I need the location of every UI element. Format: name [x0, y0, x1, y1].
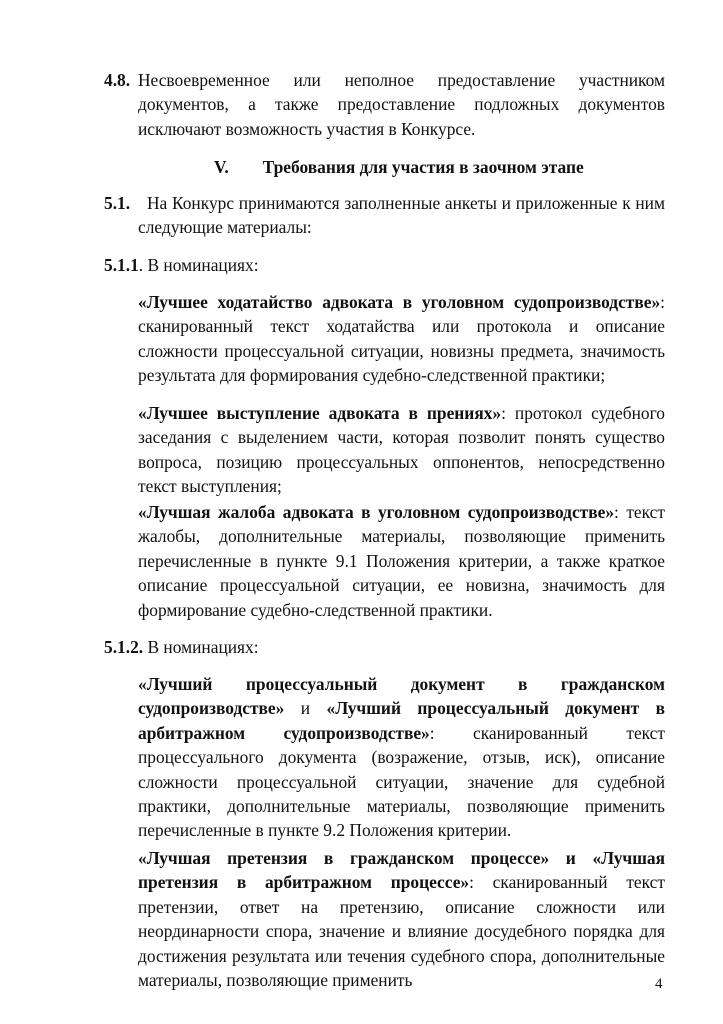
clause-4-8-text	[138, 68, 665, 141]
page-number: 4	[655, 976, 663, 992]
nomination-description: : сканированный текст претензии, ответ на претензию, описание сложности или неординарности спора, значение и влияние досудебного порядка для достижения результата или течения судебного спора, дополнительные материалы, позволяющие применить	[138, 872, 665, 991]
nomination-description: : сканированный текст процессуального документа (возражение, отзыв, иск), описание сложности процессуальной ситуации, значение для судебной практики, дополнительные материалы, позволяющие применить перечисленные в пункте 9.2 Положения критерии.	[138, 722, 665, 841]
nomination-title-arbitration: «Лучшая претензия в арбитражном процессе»	[138, 848, 665, 893]
nomination-protsessualny-dokument	[138, 672, 665, 843]
clause-number-5-1-1: 5.1.1	[104, 255, 139, 275]
nomination-title-arbitration: «Лучший процессуальный документ в арбитражном судопроизводстве»	[138, 698, 665, 743]
clause-5-1-2-body: В номинациях:	[143, 637, 259, 657]
nomination-description: : протокол судебного заседания с выделением части, которая позволит понять существо вопроса, позицию процессуальных оппонентов, непосредственно текст выступления;	[138, 403, 665, 497]
clause-5-1-text	[138, 191, 665, 240]
section-numeral: V.	[214, 157, 229, 177]
nomination-title: «Лучшее выступление адвоката в прениях»	[138, 403, 502, 423]
clause-5-1-body: На Конкурс принимаются заполненные анкеты и приложенные к ним следующие материалы:	[138, 193, 665, 238]
clause-5-1-1	[104, 253, 664, 277]
nomination-description: : сканированный текст ходатайства или протокола и описание сложности процессуальной ситуации, новизны предмета, значимость результата для формирования судебно-следственной практики;	[138, 292, 665, 386]
nomination-title-civil: «Лучший процессуальный документ в гражданском судопроизводстве»	[138, 674, 665, 719]
nomination-vystuplenie	[138, 401, 665, 499]
nomination-ukhodataystvo	[138, 290, 665, 388]
clause-number-4-8: 4.8.	[104, 70, 131, 90]
nomination-title: «Лучшее ходатайство адвоката в уголовном судопроизводстве»	[138, 292, 661, 312]
nomination-title: «Лучшая жалоба адвоката в уголовном судопроизводстве»	[138, 502, 615, 522]
nomination-description: : текст жалобы, дополнительные материалы, позволяющие применить перечисленные в пункте 9.1 Положения критерии, а также краткое описание процессуальной ситуации, ее новизна, значимость для формирование судебно-следственной практики.	[138, 502, 665, 620]
nomination-pretenziya	[138, 846, 665, 992]
section-title: Требования для участия в заочном этапе	[262, 157, 584, 177]
clause-number-5-1: 5.1.	[104, 193, 131, 213]
nomination-conjunction: и	[549, 848, 593, 868]
clause-4-8-body: Несвоевременное или неполное предоставление участником документов, а также предоставление подложных документов исключают возможность участия в Конкурсе.	[138, 70, 665, 139]
nomination-conjunction: и	[284, 698, 327, 719]
nomination-title-civil: «Лучшая претензия в гражданском процессе»	[138, 848, 550, 868]
clause-number-5-1-2: 5.1.2.	[104, 637, 144, 657]
clause-5-1-1-body: . В номинациях:	[138, 255, 259, 275]
section-heading	[214, 155, 674, 179]
clause-5-1-2	[104, 635, 664, 659]
nomination-zhaloba	[138, 500, 665, 622]
